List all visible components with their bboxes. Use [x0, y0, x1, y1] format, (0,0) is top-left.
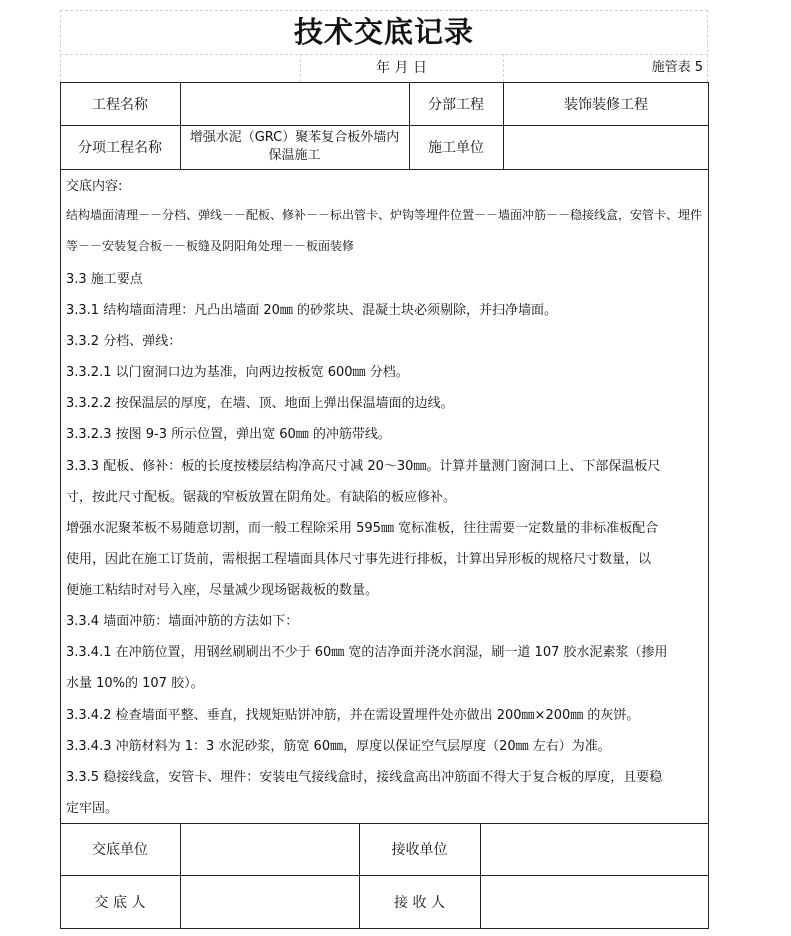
document-title: 技术交底记录	[293, 15, 474, 49]
receiver-field[interactable]	[480, 875, 709, 929]
construction-unit-label: 施工单位	[428, 140, 484, 156]
construction-unit-field[interactable]	[503, 125, 709, 169]
date-field[interactable]: 年 月 日	[376, 60, 427, 76]
form-number: 施管表 5	[651, 60, 703, 75]
content-line: 3.3.4.2 检查墙面平整、垂直，找规矩贴饼冲筋，并在需设置埋件处亦做出 200㎜×200㎜ 的灰饼。	[66, 708, 640, 723]
content-line: 3.3.2 分档、弹线：	[66, 334, 182, 349]
division-label: 分部工程	[428, 96, 484, 113]
content-line: 等－－安装复合板－－板缝及阴阳角处理－－板面装修	[66, 239, 355, 253]
content-line: 3.3.3 配板、修补：板的长度按楼层结构净高尺寸减 20～30㎜。计算并量测门窗洞口上、下部保温板尺	[66, 459, 661, 474]
receive-unit-label: 接收单位	[391, 842, 448, 858]
content-line: 3.3.2.2 按保温层的厚度，在墙、顶、地面上弹出保温墙面的边线。	[66, 396, 454, 411]
handover-person-label: 交 底 人	[94, 895, 146, 911]
handover-person-field[interactable]	[180, 875, 359, 929]
content-line: 3.3.5 稳接线盒，安管卡、埋件：安装电气接线盒时，接线盒高出冲筋面不得大于复合板的厚度，且要稳	[66, 770, 663, 785]
content-heading: 交底内容:	[66, 179, 123, 194]
content-line: 3.3.4.1 在冲筋位置，用钢丝刷刷出不少于 60㎜ 宽的洁净面并浇水润湿，刷一道 107 胶水泥素浆（掺用	[66, 645, 668, 660]
subproject-name-label: 分项工程名称	[78, 140, 162, 156]
handover-unit-field[interactable]	[180, 823, 359, 875]
division-field[interactable]: 装饰装修工程	[564, 96, 648, 113]
content-line: 结构墙面清理－－分档、弹线－－配板、修补－－标出管卡、炉钩等埋件位置－－墙面冲筋－－稳接线盒，安管卡、埋件	[66, 208, 703, 222]
subproject-value-line: 增强水泥（GRC）聚苯复合板外墙内	[189, 130, 400, 145]
content-line: 便施工粘结时对号入座，尽量减少现场锯裁板的数量。	[66, 583, 379, 598]
content-line: 3.3.2.1 以门窗洞口边为基准，向两边按板宽 600㎜ 分档。	[66, 365, 409, 380]
content-line: 增强水泥聚苯板不易随意切割，而一般工程除采用 595㎜ 宽标准板，往往需要一定数量的非标准板配合	[66, 521, 659, 536]
receiver-label: 接 收 人	[394, 895, 445, 911]
receive-unit-field[interactable]	[480, 823, 709, 875]
content-line: 3.3.4.3 冲筋材料为 1：3 水泥砂浆，筋宽 60㎜，厚度以保证空气层厚度（20㎜ 左右）为准。	[66, 739, 611, 754]
project-name-label: 工程名称	[92, 96, 148, 113]
content-line: 使用，因此在施工订货前，需根据工程墙面具体尺寸事先进行排板，计算出异形板的规格尺寸数量，以	[66, 552, 652, 567]
content-line: 3.3.4 墙面冲筋：墙面冲筋的方法如下：	[66, 614, 299, 629]
content-line: 水量 10%的 107 胶）。	[66, 676, 204, 691]
subproject-name-field[interactable]	[180, 125, 409, 169]
row-divider	[60, 169, 709, 170]
content-line: 3.3 施工要点	[66, 272, 143, 287]
content-line: 寸，按此尺寸配板。锯裁的窄板放置在阴角处。有缺陷的板应修补。	[66, 490, 457, 505]
content-line: 3.3.1 结构墙面清理：凡凸出墙面 20㎜ 的砂浆块、混凝土块必须剔除，并扫净墙面。	[66, 303, 558, 318]
handover-unit-label: 交底单位	[92, 842, 148, 858]
project-name-field[interactable]	[180, 82, 409, 125]
subproject-value-line: 保温施工	[268, 148, 321, 163]
content-line: 3.3.2.3 按图 9-3 所示位置，弹出宽 60㎜ 的冲筋带线。	[66, 427, 391, 442]
content-line: 定牢固。	[66, 801, 119, 816]
